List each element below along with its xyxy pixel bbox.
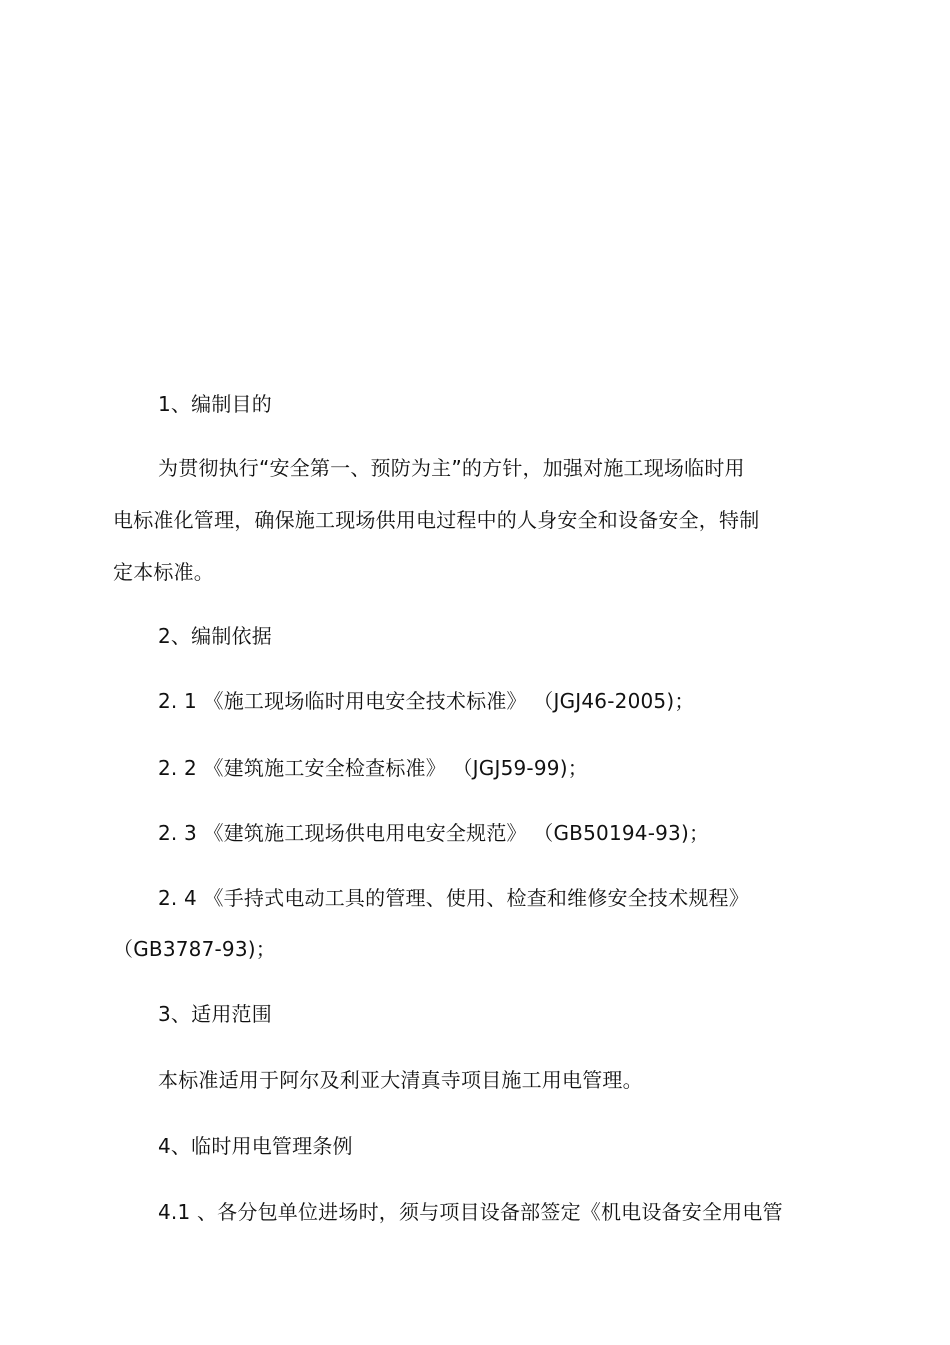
reference-item-2-4-line-1: 2. 4 《手持式电动工具的管理、使用、检查和维修安全技术规程》 [158, 886, 749, 910]
reference-item-2-2: 2. 2 《建筑施工安全检查标准》 （JGJ59-99)； [158, 756, 588, 780]
section-4-heading: 4、临时用电管理条例 [158, 1134, 353, 1158]
section-2-heading: 2、编制依据 [158, 624, 272, 648]
reference-item-2-3: 2. 3 《建筑施工现场供电用电安全规范》 （GB50194-93)； [158, 821, 710, 845]
section-1-heading: 1、编制目的 [158, 392, 272, 416]
section-1-paragraph-line-2: 电标准化管理，确保施工现场供用电过程中的人身安全和设备安全，特制 [113, 508, 760, 532]
section-3-paragraph: 本标准适用于阿尔及利亚大清真寺项目施工用电管理。 [158, 1068, 643, 1092]
reference-item-2-1: 2. 1 《施工现场临时用电安全技术标准》 （JGJ46-2005)； [158, 689, 695, 713]
section-4-item-1-line-1: 4.1 、各分包单位进场时，须与项目设备部签定《机电设备安全用电管 [158, 1200, 783, 1224]
section-1-paragraph-line-1: 为贯彻执行“安全第一、预防为主”的方针，加强对施工现场临时用 [158, 456, 745, 480]
section-1-paragraph-line-3: 定本标准。 [113, 560, 214, 584]
reference-item-2-4-line-2: （GB3787-93)； [113, 937, 276, 961]
section-3-heading: 3、适用范围 [158, 1002, 272, 1026]
